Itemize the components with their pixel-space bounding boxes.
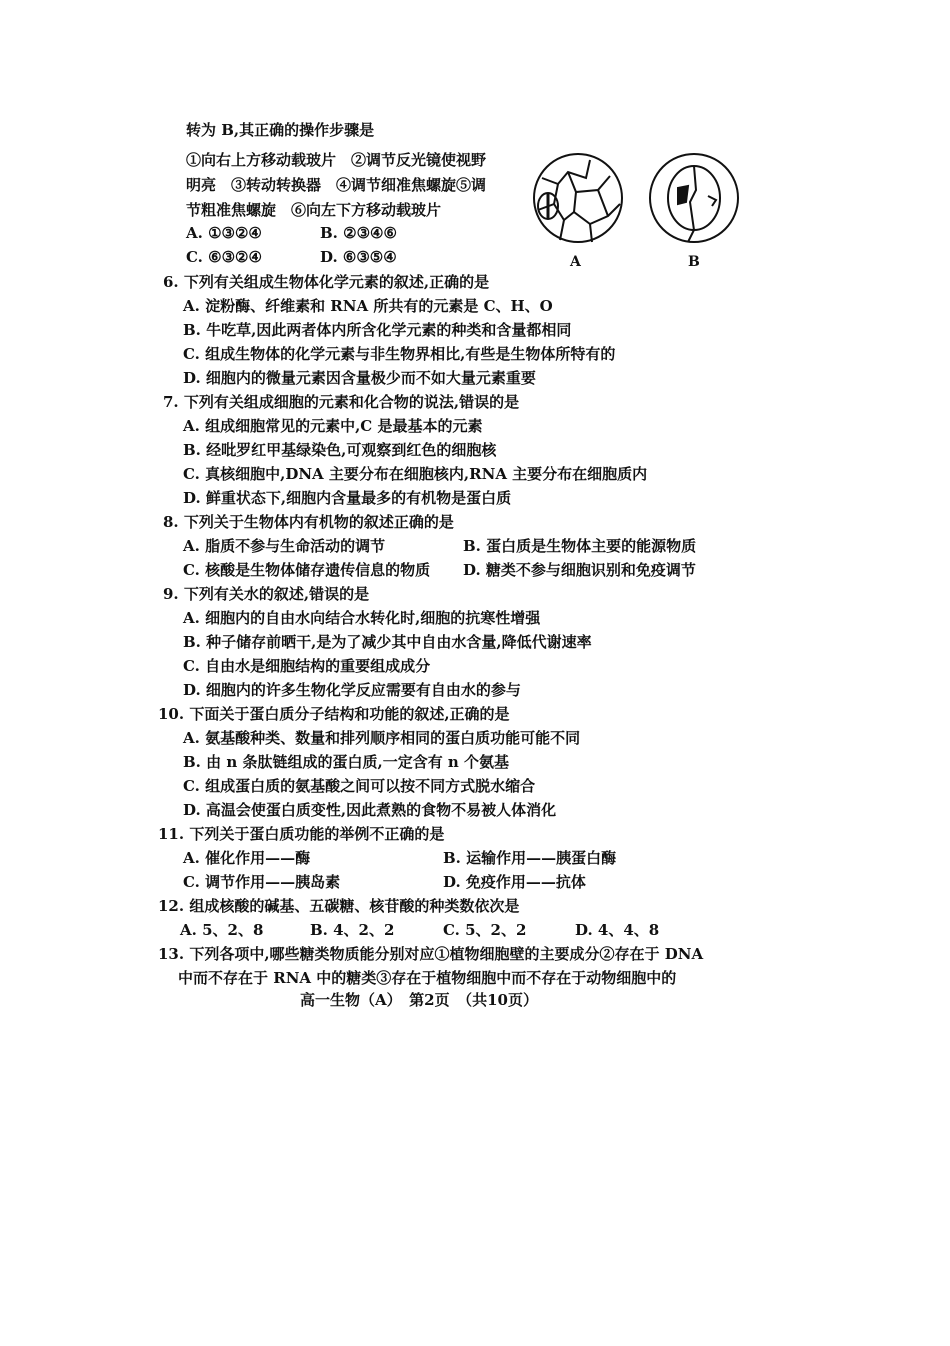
q5-steps-line3: 节粗准焦螺旋 ⑥向左下方移动载玻片	[186, 201, 442, 219]
q12-option-a: A. 5、2、8	[180, 921, 264, 939]
q7-option-c: C. 真核细胞中,DNA 主要分布在细胞核内,RNA 主要分布在细胞质内	[183, 465, 648, 483]
q8-stem: 8. 下列关于生物体内有机物的叙述正确的是	[163, 513, 454, 531]
q6-stem: 6. 下列有关组成生物体化学元素的叙述,正确的是	[163, 273, 490, 291]
q12-option-d: D. 4、4、8	[575, 921, 660, 939]
q6-option-d: D. 细胞内的微量元素因含量极少而不如大量元素重要	[183, 369, 536, 387]
microscope-fields-svg	[528, 150, 748, 250]
figure-label-a: A	[570, 254, 581, 270]
q11-option-c: C. 调节作用——胰岛素	[183, 873, 341, 891]
q5-steps-line1: ①向右上方移动载玻片 ②调节反光镜使视野	[186, 151, 487, 169]
q7-stem: 7. 下列有关组成细胞的元素和化合物的说法,错误的是	[163, 393, 520, 411]
q8-option-c: C. 核酸是生物体储存遗传信息的物质	[183, 561, 431, 579]
q12-stem: 12. 组成核酸的碱基、五碳糖、核苷酸的种类数依次是	[158, 897, 520, 915]
q11-option-d: D. 免疫作用——抗体	[443, 873, 586, 891]
q9-option-a: A. 细胞内的自由水向结合水转化时,细胞的抗寒性增强	[183, 609, 541, 627]
q13-stem-line2: 中而不存在于 RNA 中的糖类③存在于植物细胞中而不存在于动物细胞中的	[178, 969, 677, 987]
field-a	[534, 154, 622, 242]
q7-option-b: B. 经吡罗红甲基绿染色,可观察到红色的细胞核	[183, 441, 497, 459]
q6-option-a: A. 淀粉酶、纤维素和 RNA 所共有的元素是 C、H、O	[183, 297, 553, 315]
q9-option-b: B. 种子储存前晒干,是为了减少其中自由水含量,降低代谢速率	[183, 633, 592, 651]
field-b	[650, 154, 738, 242]
q7-option-a: A. 组成细胞常见的元素中,C 是最基本的元素	[183, 417, 483, 435]
q13-stem-line1: 13. 下列各项中,哪些糖类物质能分别对应①植物细胞壁的主要成分②存在于 DNA	[158, 945, 704, 963]
q12-option-b: B. 4、2、2	[310, 921, 395, 939]
q8-option-b: B. 蛋白质是生物体主要的能源物质	[463, 537, 697, 555]
q5-option-a: A. ①③②④	[186, 224, 262, 242]
q5-option-c: C. ⑥③②④	[186, 248, 262, 266]
q5-steps-line2: 明亮 ③转动转换器 ④调节细准焦螺旋⑤调	[186, 176, 487, 194]
q6-option-c: C. 组成生物体的化学元素与非生物界相比,有些是生物体所特有的	[183, 345, 616, 363]
q5-stem-tail: 转为 B,其正确的操作步骤是	[186, 121, 375, 139]
q5-option-b: B. ②③④⑥	[320, 224, 397, 242]
q6-option-b: B. 牛吃草,因此两者体内所含化学元素的种类和含量都相同	[183, 321, 572, 339]
q9-option-d: D. 细胞内的许多生物化学反应需要有自由水的参与	[183, 681, 521, 699]
q9-stem: 9. 下列有关水的叙述,错误的是	[163, 585, 370, 603]
q8-option-d: D. 糖类不参与细胞识别和免疫调节	[463, 561, 696, 579]
q10-option-a: A. 氨基酸种类、数量和排列顺序相同的蛋白质功能可能不同	[183, 729, 581, 747]
q10-option-c: C. 组成蛋白质的氨基酸之间可以按不同方式脱水缩合	[183, 777, 536, 795]
page-footer: 高一生物（A） 第2页 （共10页）	[300, 991, 538, 1009]
q10-option-d: D. 高温会使蛋白质变性,因此煮熟的食物不易被人体消化	[183, 801, 557, 819]
q11-stem: 11. 下列关于蛋白质功能的举例不正确的是	[158, 825, 445, 843]
q5-option-d: D. ⑥③⑤④	[320, 248, 397, 266]
q10-option-b: B. 由 n 条肽链组成的蛋白质,一定含有 n 个氨基	[183, 753, 510, 771]
q7-option-d: D. 鲜重状态下,细胞内含量最多的有机物是蛋白质	[183, 489, 512, 507]
q8-option-a: A. 脂质不参与生命活动的调节	[183, 537, 386, 555]
microscope-figure	[528, 150, 748, 270]
q10-stem: 10. 下面关于蛋白质分子结构和功能的叙述,正确的是	[158, 705, 510, 723]
q12-option-c: C. 5、2、2	[443, 921, 527, 939]
q11-option-a: A. 催化作用——酶	[183, 849, 311, 867]
figure-label-b: B	[688, 254, 700, 270]
q11-option-b: B. 运输作用——胰蛋白酶	[443, 849, 617, 867]
q9-option-c: C. 自由水是细胞结构的重要组成成分	[183, 657, 431, 675]
